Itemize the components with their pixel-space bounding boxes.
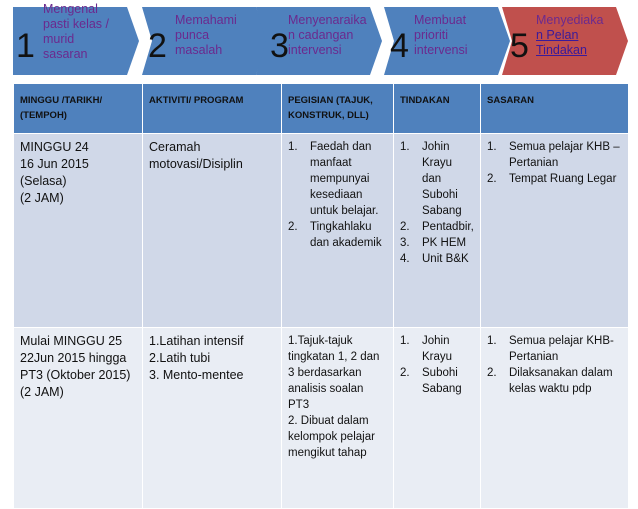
step-2: [142, 7, 268, 75]
cell-tindakan: [394, 134, 481, 328]
step-3-line: intervensi: [288, 43, 342, 57]
process-steps: [0, 0, 638, 83]
cell-line: motovasi/Disiplin: [149, 157, 243, 171]
header-sasaran: SASARAN: [481, 84, 629, 134]
cell-line: 2.Latih tubi: [149, 351, 211, 365]
cell-minggu: [14, 134, 143, 328]
step-3-line: Menyenaraika: [288, 13, 367, 27]
step-4-line: Membuat: [414, 13, 467, 27]
cell-minggu: [14, 328, 143, 509]
cell-line: PT3 (Oktober 2015): [20, 368, 131, 382]
table-header-row: [14, 84, 629, 134]
list-item: 1. Semua pelajar KHB –Pertanian: [487, 141, 620, 169]
step-3-number: 3: [270, 27, 289, 65]
table-row: [14, 328, 629, 509]
cell-pegisian: [282, 328, 394, 509]
cell-line: 3. Mento-mentee: [149, 368, 244, 382]
step-2-number: 2: [148, 27, 167, 65]
list-item: 3. PK HEM: [400, 237, 467, 249]
cell-line: 2. Dibuat dalam kelompok pelajar mengikut tahap: [288, 415, 375, 459]
cell-line: (2 JAM): [20, 191, 64, 205]
cell-line: Mulai MINGGU 25: [20, 334, 123, 348]
pegisian-list: [288, 139, 387, 251]
header-tindakan: TINDAKAN: [394, 84, 481, 134]
cell-aktiviti: [143, 328, 282, 509]
step-5-line: Menyediaka: [536, 13, 604, 27]
list-item: 2. Tingkahlaku dan akademik: [288, 221, 382, 249]
list-item: 1. Johin Krayu dan Subohi Sabang: [400, 141, 462, 217]
list-item: 2. Tempat Ruang Legar: [487, 173, 617, 185]
step-1-line: pasti kelas /: [43, 17, 110, 31]
sasaran-list: [487, 333, 622, 397]
step-2-line: masalah: [175, 43, 223, 57]
header-minggu: MINGGU /TARIKH/ (TEMPOH): [14, 84, 143, 134]
cell-line: (Selasa): [20, 174, 67, 188]
list-item: 2. Dilaksanakan dalam kelas waktu pdp: [487, 367, 613, 395]
list-item: 2. Pentadbir,: [400, 221, 474, 233]
step-1-label: [43, 2, 109, 62]
cell-line: (2 JAM): [20, 385, 64, 399]
step-1-line: Mengenal: [43, 2, 98, 16]
cell-aktiviti: [143, 134, 282, 328]
cell-sasaran: [481, 134, 629, 328]
tindakan-list: [400, 139, 474, 267]
list-item: 1. Johin Krayu: [400, 335, 453, 363]
step-1-line: murid: [43, 32, 75, 46]
header-aktiviti: AKTIVITI/ PROGRAM: [143, 84, 282, 134]
step-5-number: 5: [510, 27, 529, 65]
cell-line: Ceramah: [149, 140, 201, 154]
step-4: [384, 7, 510, 75]
sasaran-list: [487, 139, 622, 187]
cell-line: 1.Latihan intensif: [149, 334, 244, 348]
step-5-label: [536, 13, 603, 58]
step-1-line: sasaran: [43, 47, 88, 61]
cell-sasaran: [481, 328, 629, 509]
step-4-label: [414, 13, 468, 58]
header-pegisian: PEGISIAN (TAJUK, KONSTRUK, DLL): [282, 84, 394, 134]
step-3: [256, 7, 382, 75]
step-2-line: Memahami: [175, 13, 237, 27]
step-5-line-link[interactable]: n Pelan: [536, 28, 579, 42]
step-1: [13, 2, 139, 75]
list-item: 4. Unit B&K: [400, 253, 469, 265]
cell-tindakan: [394, 328, 481, 509]
step-3-label: [288, 13, 367, 58]
step-5-active: [502, 7, 628, 75]
list-item: 2. Subohi Sabang: [400, 367, 462, 395]
cell-line: 16 Jun 2015: [20, 157, 89, 171]
cell-line: MINGGU 24: [20, 140, 89, 154]
step-4-line: prioriti: [414, 28, 449, 42]
step-4-number: 4: [390, 27, 409, 65]
cell-line: 22Jun 2015 hingga: [20, 351, 127, 365]
list-item: 1. Faedah dan manfaat mempunyai kesediaan untuk belajar.: [288, 141, 379, 217]
step-3-line: n cadangan: [288, 28, 354, 42]
step-2-label: [175, 13, 237, 58]
action-plan-table: [13, 83, 629, 509]
table-row: [14, 134, 629, 328]
step-1-number: 1: [16, 27, 35, 65]
cell-line: 1.Tajuk-tajuk tingkatan 1, 2 dan 3 berdasarkan analisis soalan PT3: [288, 335, 380, 411]
step-5-line-link[interactable]: Tindakan: [536, 43, 587, 57]
step-4-line: intervensi: [414, 43, 468, 57]
step-2-line: punca: [175, 28, 210, 42]
list-item: 1. Semua pelajar KHB-Pertanian: [487, 335, 614, 363]
cell-pegisian: [282, 134, 394, 328]
tindakan-list: [400, 333, 474, 397]
